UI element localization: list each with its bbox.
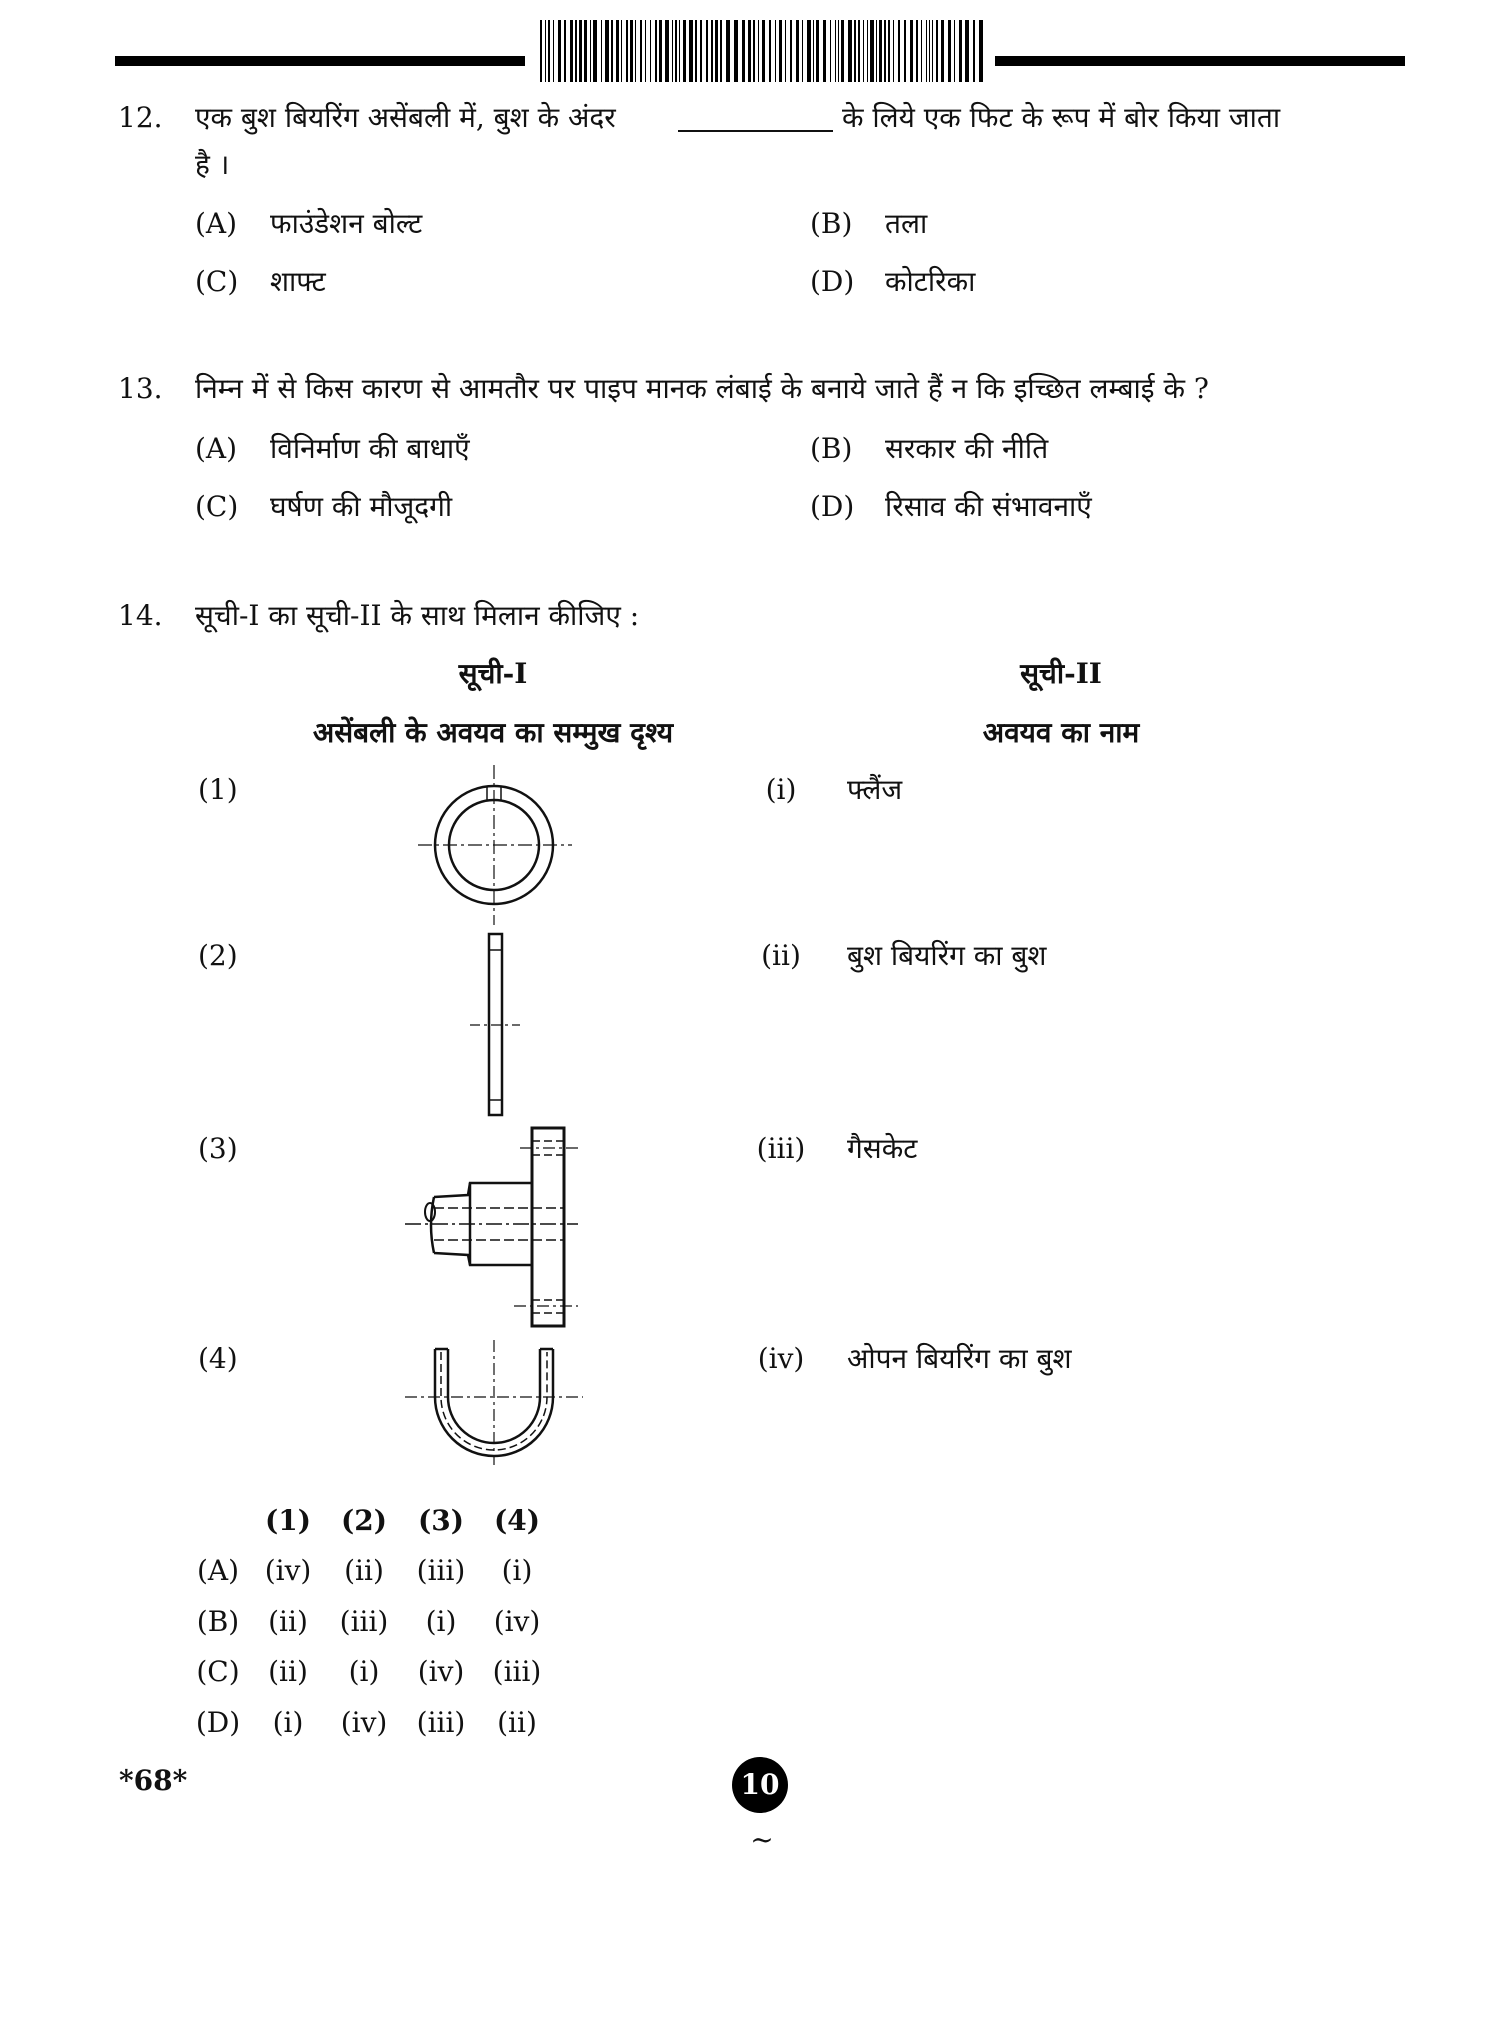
answer-header-2: (2) [341, 1504, 387, 1537]
list2-text-iv: ओपन बियरिंग का बुश [847, 1342, 1072, 1375]
drawing-4-open-bearing-bush [405, 1340, 583, 1465]
answer-cell: (ii) [268, 1655, 308, 1688]
answer-cell: (iii) [492, 1655, 542, 1688]
answer-header-3: (3) [418, 1504, 464, 1537]
drawing-2-flange-thin [470, 934, 520, 1115]
list2-text-iii: गैसकेट [847, 1132, 918, 1165]
drawing-3-flanged-bush [405, 1128, 578, 1326]
answer-label: (C) [196, 1655, 240, 1688]
answer-cell: (ii) [344, 1554, 384, 1587]
q13-text: निम्न में से किस कारण से आमतौर पर पाइप मानक लंबाई के बनाये जाते हैं न कि इच्छित लम्बाई के ? [195, 372, 1209, 405]
option-text: रिसाव की संभावनाएँ [885, 490, 1092, 523]
list2-title: सूची-II [1020, 657, 1102, 690]
list2-label-iv: (iv) [757, 1342, 805, 1375]
list1-item-4: (4) [198, 1342, 238, 1375]
list1-item-3: (3) [198, 1132, 238, 1165]
list1-item-1: (1) [198, 773, 238, 806]
answer-cell: (i) [501, 1554, 533, 1587]
q13-number: 13. [118, 372, 163, 405]
option-text: घर्षण की मौजूदगी [270, 490, 453, 523]
option-text: विनिर्माण की बाधाएँ [270, 432, 470, 465]
drawing-1-gasket-ring [418, 765, 572, 925]
list2-label-i: (i) [765, 773, 797, 806]
answer-cell: (iii) [416, 1705, 466, 1739]
q12-text-line2: है । [195, 148, 230, 181]
answer-cell: (iii) [416, 1554, 466, 1587]
list2-subtitle: अवयव का नाम [982, 716, 1140, 749]
q14-text: सूची-I का सूची-II के साथ मिलान कीजिए : [195, 599, 640, 632]
q14-number: 14. [118, 599, 163, 632]
answer-label: (A) [196, 1554, 240, 1587]
answer-label: (D) [195, 1705, 241, 1739]
option-label: (B) [810, 207, 853, 240]
paper-code: *68* [119, 1764, 188, 1797]
option-label: (C) [195, 265, 239, 298]
option-label: (A) [195, 432, 238, 465]
answer-cell: (iii) [339, 1604, 389, 1638]
answer-cell: (iv) [264, 1554, 312, 1587]
option-text: शाफ्ट [270, 265, 326, 298]
list2-text-ii: बुश बियरिंग का बुश [847, 939, 1047, 972]
option-text: फाउंडेशन बोल्ट [270, 207, 423, 240]
footer-mark: ~ [750, 1823, 774, 1856]
q12-text-b: के लिये एक फिट के रूप में बोर किया जाता [842, 101, 1281, 134]
page-number: 10 [740, 1768, 780, 1801]
option-text: कोटरिका [885, 265, 976, 298]
answer-cell: (ii) [268, 1604, 308, 1638]
option-label: (D) [810, 265, 855, 298]
answer-cell: (iv) [417, 1655, 465, 1688]
option-label: (A) [195, 207, 238, 240]
option-label: (B) [810, 432, 853, 465]
answer-cell: (iv) [493, 1604, 541, 1638]
list1-subtitle: असेंबली के अवयव का सम्मुख दृश्य [312, 716, 674, 749]
answer-header-1: (1) [265, 1504, 311, 1537]
answer-cell: (i) [348, 1655, 380, 1688]
option-label: (C) [195, 490, 239, 523]
q12-number: 12. [118, 101, 163, 134]
list1-item-2: (2) [198, 939, 238, 972]
page-number-badge [732, 1757, 788, 1813]
answer-label: (B) [196, 1604, 240, 1638]
q12-text-a: एक बुश बियरिंग असेंबली में, बुश के अंदर [195, 101, 616, 134]
option-text: सरकार की नीति [885, 432, 1049, 465]
answer-cell: (i) [272, 1705, 304, 1739]
answer-header-4: (4) [494, 1504, 540, 1537]
answer-cell: (iv) [340, 1705, 388, 1739]
option-label: (D) [810, 490, 855, 523]
option-text: तला [885, 207, 928, 240]
answer-cell: (i) [425, 1604, 457, 1638]
list2-text-i: फ्लैंज [847, 773, 903, 806]
list2-label-iii: (iii) [756, 1132, 806, 1165]
list1-title: सूची-I [458, 657, 528, 690]
list2-label-ii: (ii) [761, 939, 801, 972]
answer-cell: (ii) [497, 1705, 537, 1739]
